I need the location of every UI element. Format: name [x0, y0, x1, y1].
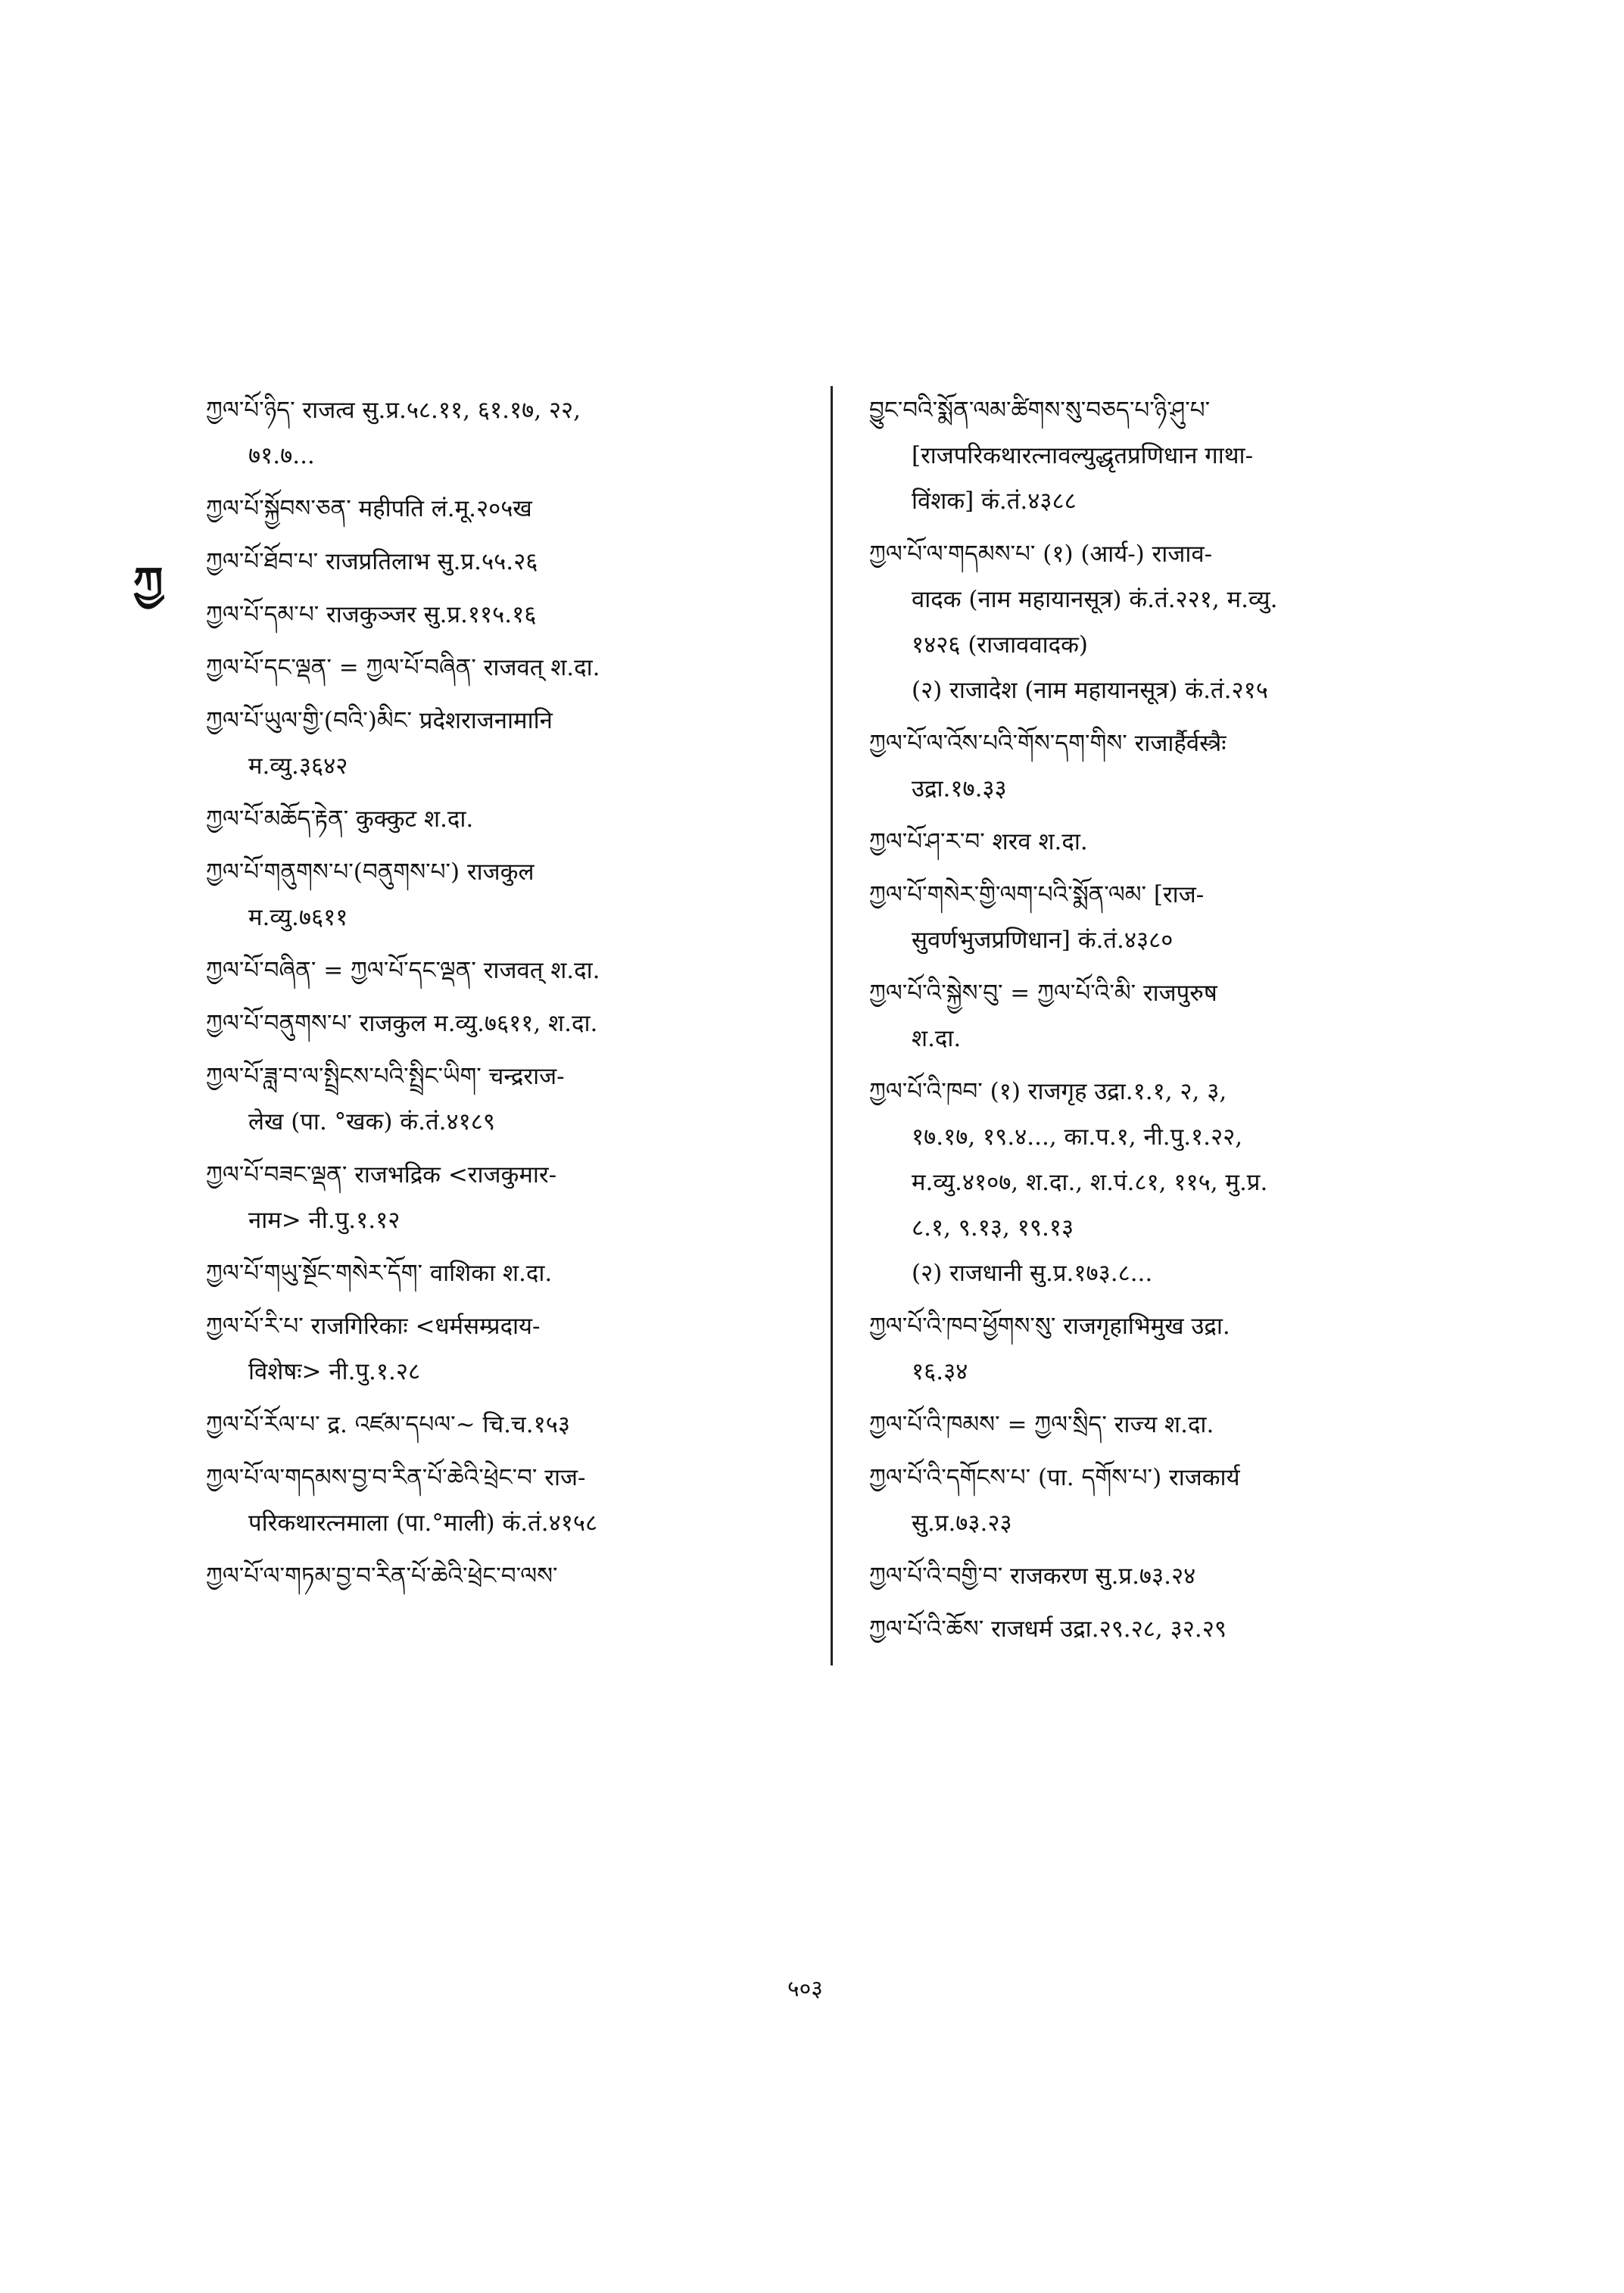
entry-line: म.व्यु.७६११: [248, 904, 348, 931]
entry-line: (२) राजादेश (नाम महायानसूत्र) कं.तं.२१५: [912, 677, 1268, 704]
dictionary-entry: [206, 1304, 812, 1394]
entry-line: (२) राजधानी सु.प्र.१७३.८...: [912, 1260, 1153, 1287]
entry-line: ཀྱལ་པོ་དང་ལྡན་ = ཀྱལ་པོ་བཞིན་ राजवत् श.दा.: [206, 654, 600, 681]
entry-line: ८.१, ९.१३, १९.१३: [912, 1214, 1074, 1242]
dictionary-entry: [206, 388, 812, 478]
entry-line: ཀྱལ་པོ་ལ་གཏམ་བྱ་བ་རིན་པོ་ཆེའི་ཕྲེང་བ་ལས་: [206, 1562, 558, 1590]
entry-line: उद्रा.१७.३३: [912, 775, 1007, 802]
entry-line: ཀྱལ་པོ་ཡུལ་གྱི་(བའི་)མིང་ प्रदेशराजनामानि: [206, 707, 553, 734]
right-column: [869, 388, 1490, 1659]
dictionary-entry: [869, 872, 1490, 963]
dictionary-entry: [206, 645, 812, 690]
entry-line: ཀྱལ་པོ་ཉིད་ राजत्व सु.प्र.५८.११, ६१.१७, २२,: [206, 397, 581, 424]
dictionary-entry: [206, 796, 812, 842]
page-number: ५०३: [787, 1976, 823, 2002]
entry-line: सु.प्र.७३.२३: [912, 1509, 1012, 1537]
entry-line: ཀྱལ་པོ་བཞིན་ = ཀྱལ་པོ་དང་ལྡན་ राजवत् श.दा.: [206, 957, 600, 984]
dictionary-entry: [206, 948, 812, 993]
dictionary-entry: [206, 539, 812, 584]
entry-line: विंशक] कं.तं.४३८८: [912, 488, 1077, 515]
entry-line: १७.१७, १९.४..., का.प.१, नी.पु.१.२२,: [912, 1123, 1243, 1151]
entry-line: ཀྱལ་པོ་འི་ཁབ་ (१) राजगृह उद्रा.१.१, २, ३,: [869, 1078, 1227, 1105]
entry-line: ཀྱལ་པོ་ལ་འོས་པའི་གོས་དག་གིས་ राजार्हैर्वस्त्रैः: [869, 730, 1227, 757]
dictionary-entry: [206, 486, 812, 531]
dictionary-entry: [206, 1402, 812, 1447]
entry-line: ७१.७...: [248, 442, 315, 469]
dictionary-entry: [206, 698, 812, 789]
entry-line: ཀྱལ་པོ་གསེར་གྱི་ལག་པའི་སྨོན་ལམ་ [राज-: [869, 881, 1205, 908]
entry-line: ཀྱལ་པོ་འི་ཁམས་ = ཀྱལ་སྲིད་ राज्य श.दा.: [869, 1411, 1214, 1438]
entry-line: सुवर्णभुजप्रणिधान] कं.तं.४३८०: [912, 927, 1174, 954]
entry-line: ཀྱལ་པོ་ཟླ་བ་ལ་སྤྲིངས་པའི་སྤྲིང་ཡིག་ चन्द्रराज-: [206, 1063, 565, 1090]
entry-line: विशेषः> नी.पु.१.२८: [248, 1358, 421, 1385]
entry-line: १४२६ (राजाववादक): [912, 631, 1089, 659]
dictionary-entry: [206, 1054, 812, 1145]
dictionary-entry: [869, 721, 1490, 812]
entry-line: नाम> नी.पु.१.१२: [248, 1207, 401, 1234]
entry-line: བྱུང་བའི་སྨོན་ལམ་ཚིགས་སུ་བཅད་པ་ཉི་ཤུ་པ་: [869, 397, 1211, 424]
entry-line: १६.३४: [912, 1358, 968, 1385]
entry-line: ཀྱལ་པོ་མཆོད་རྟེན་ कुक्कुट श.दा.: [206, 805, 474, 833]
entry-line: ཀྱལ་པོ་བཟང་ལྡན་ राजभद्रिक <राजकुमार-: [206, 1161, 557, 1189]
entry-line: म.व्यु.४१०७, श.दा., श.पं.८१, ११५, मु.प्र.: [912, 1169, 1268, 1196]
dictionary-entry: [206, 1455, 812, 1546]
dictionary-entry: [869, 970, 1490, 1061]
entry-line: ཀྱལ་པོ་ལ་གདམས་པ་ (१) (आर्य-) राजाव-: [869, 541, 1213, 568]
entry-line: ཀྱལ་པོ་འི་བགྱི་བ་ राजकरण सु.प्र.७३.२४: [869, 1562, 1196, 1590]
dictionary-entry: [869, 1455, 1490, 1546]
entry-line: म.व्यु.३६४२: [248, 752, 348, 780]
dictionary-entry: [206, 1553, 812, 1599]
dictionary-entry: [869, 1304, 1490, 1394]
dictionary-entry: [869, 819, 1490, 865]
entry-line: ཀྱལ་པོ་གཡུ་སྔོང་གསེར་དོག་ वाशिका श.दा.: [206, 1260, 553, 1287]
entry-line: [राजपरिकथारत्नावल्युद्धृतप्रणिधान गाथा-: [912, 442, 1254, 469]
dictionary-entry: [206, 1152, 812, 1243]
dictionary-entry: [206, 592, 812, 637]
dictionary-entry: [206, 1251, 812, 1296]
entry-line: ཀྱལ་པོ་རི་པ་ राजगिरिकाः <धर्मसम्प्रदाय-: [206, 1313, 541, 1340]
entry-line: ཀྱལ་པོ་བནུགས་པ་ राजकुल म.व्यु.७६११, श.दा.: [206, 1010, 598, 1037]
entry-line: ཀྱལ་པོ་ཐོབ་པ་ राजप्रतिलाभ सु.प्र.५५.२६: [206, 548, 538, 575]
entry-line: श.दा.: [912, 1025, 962, 1052]
entry-line: ཀྱལ་པོ་ཤ་ར་བ་ शरव श.दा.: [869, 828, 1088, 855]
entry-line: लेख (पा. °खक) कं.तं.४१८९: [248, 1108, 495, 1136]
dictionary-entry: [869, 1069, 1490, 1296]
entry-line: ཀྱལ་པོ་གནུགས་པ་(བནུགས་པ་) राजकुल: [206, 858, 535, 886]
entry-line: ཀྱལ་པོ་དམ་པ་ राजकुञ्जर सु.प्र.११५.१६: [206, 601, 537, 628]
entry-line: ཀྱལ་པོ་འི་ཁབ་ཕྱོགས་སུ་ राजगृहाभिमुख उद्रा.: [869, 1313, 1230, 1340]
dictionary-entry: [206, 849, 812, 940]
entry-line: ཀྱལ་པོ་འི་ཆོས་ राजधर्म उद्रा.२९.२८, ३२.२९: [869, 1615, 1227, 1643]
entry-line: ཀྱལ་པོ་རོལ་པ་ द्र. འཛམ་དཔལ་~ चि.च.१५३: [206, 1411, 570, 1438]
entry-line: ཀྱལ་པོ་ལ་གདམས་བྱ་བ་རིན་པོ་ཆེའི་ཕྲེང་བ་ राज-: [206, 1464, 586, 1491]
dictionary-entry: [206, 1001, 812, 1046]
dictionary-entry: [869, 1402, 1490, 1447]
dictionary-entry: [869, 531, 1490, 713]
entry-line: वादक (नाम महायानसूत्र) कं.तं.२२१, म.व्यु.: [912, 586, 1278, 613]
dictionary-entry: [869, 388, 1490, 524]
entry-line: ཀྱལ་པོ་སྐྱོབས་ཅན་ महीपति लं.मू.२०५ख: [206, 495, 532, 522]
left-column: [206, 388, 812, 1606]
entry-line: ཀྱལ་པོ་འི་སྐྱེས་བུ་ = ཀྱལ་པོ་འི་མི་ राजपुरुष: [869, 980, 1217, 1007]
entry-line: परिकथारत्नमाला (पा.°माली) कं.तं.४१५८: [248, 1509, 598, 1537]
dictionary-entry: [869, 1553, 1490, 1599]
dictionary-entry: [869, 1606, 1490, 1652]
entry-line: ཀྱལ་པོ་འི་དགོངས་པ་ (पा. དགོས་པ་) राजकार्य: [869, 1464, 1240, 1491]
column-divider: [831, 386, 833, 1665]
margin-mark: ཀྱ: [133, 558, 164, 608]
